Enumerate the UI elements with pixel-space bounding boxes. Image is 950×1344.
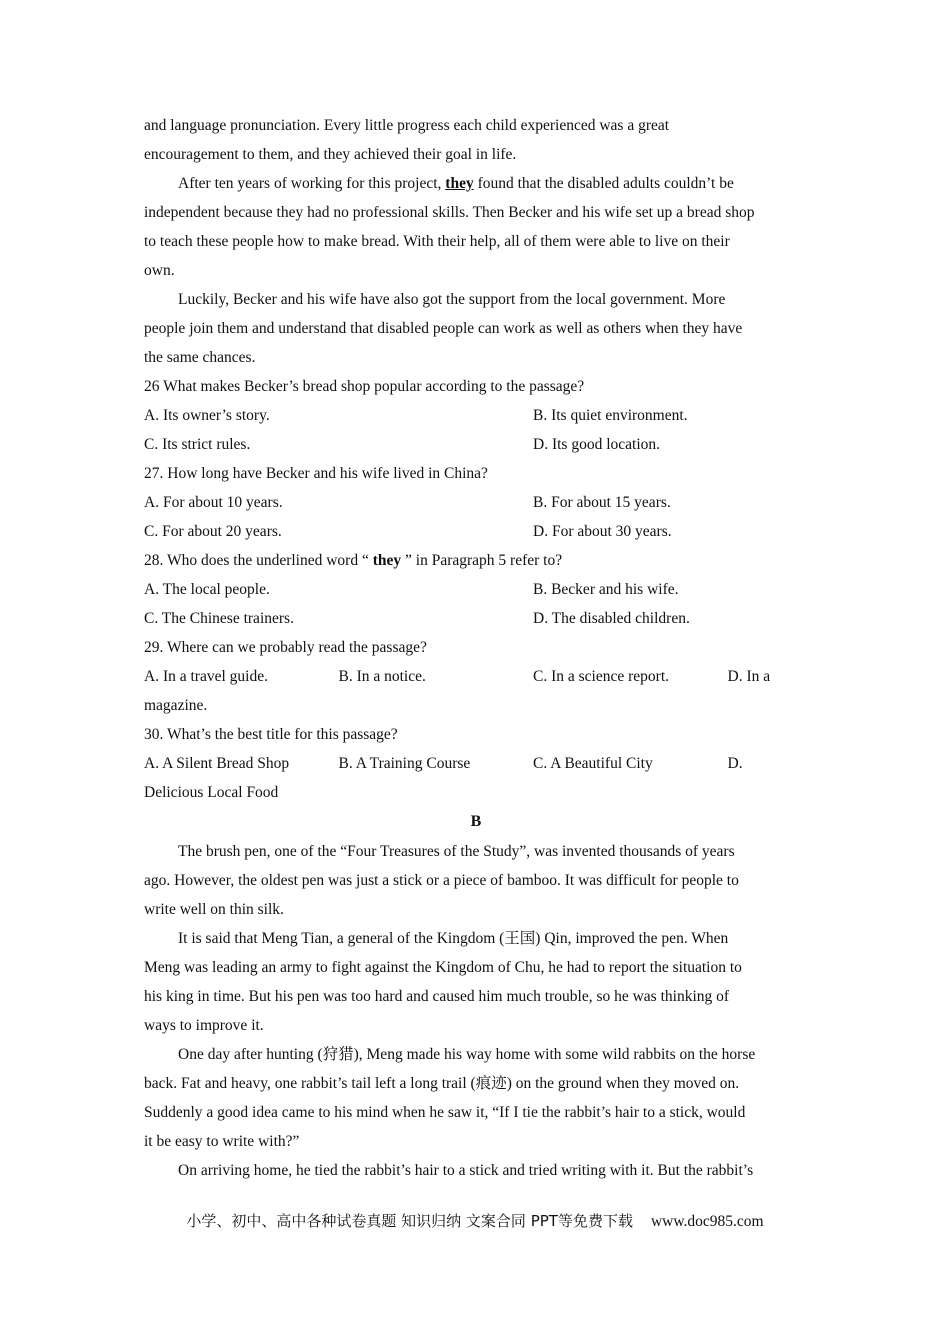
question-28 [144, 546, 808, 633]
passage-a-paragraph-5: After ten years of working for this project, they found that the disabled adults couldn’t be independent because they had no professional skills. Then Becker and his wife set up a bread shop to teach these people how to make bread. With their help, all of them were able to live on their own. [144, 175, 755, 279]
passage-b-paragraph-3: One day after hunting (狩猎), Meng made his way home with some wild rabbits on the horse back. Fat and heavy, one rabbit’s tail left a long trail (痕迹) on the ground when they moved on. Suddenly a good idea came to his mind when he saw it, “If I tie the rabbit’s hair to a stick, would it be easy to write with?” [144, 1046, 756, 1150]
option-d: D. The disabled children. [533, 610, 690, 627]
option-d: D. For about 30 years. [533, 523, 672, 540]
option-d: D. In a [727, 668, 771, 685]
passage-b-paragraph-4: On arriving home, he tied the rabbit’s hair to a stick and tried writing with it. But the rabbit’s [178, 1162, 754, 1179]
option-c: C. For about 20 years. [144, 523, 282, 540]
option-d: D. [727, 755, 743, 772]
passage-a-paragraph-6: Luckily, Becker and his wife have also got the support from the local government. More people join them and understand that disabled people can work as well as others when they have the same chances. [144, 291, 743, 366]
option-a: A. The local people. [144, 581, 270, 598]
option-b: B. Its quiet environment. [533, 407, 688, 424]
option-c: C. Its strict rules. [144, 436, 251, 453]
option-c: C. In a science report. [533, 668, 669, 685]
page-footer [0, 1210, 950, 1231]
section-b-heading: B [470, 813, 482, 830]
passage-b-paragraph-2: It is said that Meng Tian, a general of the Kingdom (王国) Qin, improved the pen. When Meng was leading an army to fight against the Kingdom of Chu, he had to report the situation to his king in time. But his pen was too hard and caused him much trouble, so he was thinking of ways to improve it. [144, 930, 742, 1034]
question-stem: 29. Where can we probably read the passage? [144, 639, 427, 656]
footer-url[interactable]: www.doc985.com [650, 1213, 764, 1230]
question-stem: 26 What makes Becker’s bread shop popular according to the passage? [144, 378, 585, 395]
question-stem: 27. How long have Becker and his wife lived in China? [144, 465, 488, 482]
option-d: D. Its good location. [533, 436, 660, 453]
option-c: C. A Beautiful City [533, 755, 653, 772]
footer-text: 小学、初中、高中各种试卷真题 知识归纳 文案合同 PPT等免费下载 [186, 1212, 633, 1230]
underlined-word-they: they [445, 175, 474, 192]
option-b: B. For about 15 years. [533, 494, 671, 511]
option-b: B. Becker and his wife. [533, 581, 679, 598]
option-a: A. Its owner’s story. [144, 407, 270, 424]
option-a: A. A Silent Bread Shop [144, 755, 290, 772]
document-body [144, 111, 808, 1185]
option-b: B. In a notice. [338, 668, 426, 685]
question-29 [144, 633, 808, 720]
option-d-continuation: magazine. [144, 697, 208, 714]
option-b: B. A Training Course [338, 755, 471, 772]
question-stem: 28. Who does the underlined word “ they ” in Paragraph 5 refer to? [144, 552, 563, 569]
question-30 [144, 720, 808, 807]
option-a: A. For about 10 years. [144, 494, 283, 511]
option-a: A. In a travel guide. [144, 668, 268, 685]
question-27 [144, 459, 808, 546]
option-c: C. The Chinese trainers. [144, 610, 294, 627]
question-26 [144, 372, 808, 459]
passage-b-paragraph-1: The brush pen, one of the “Four Treasures of the Study”, was invented thousands of years ago. However, the oldest pen was just a stick or a piece of bamboo. It was difficult for people to write well on thin silk. [144, 843, 739, 918]
option-d-continuation: Delicious Local Food [144, 784, 279, 801]
question-stem: 30. What’s the best title for this passage? [144, 726, 398, 743]
passage-a-continuation: and language pronunciation. Every little progress each child experienced was a great encouragement to them, and they achieved their goal in life. [144, 117, 670, 163]
